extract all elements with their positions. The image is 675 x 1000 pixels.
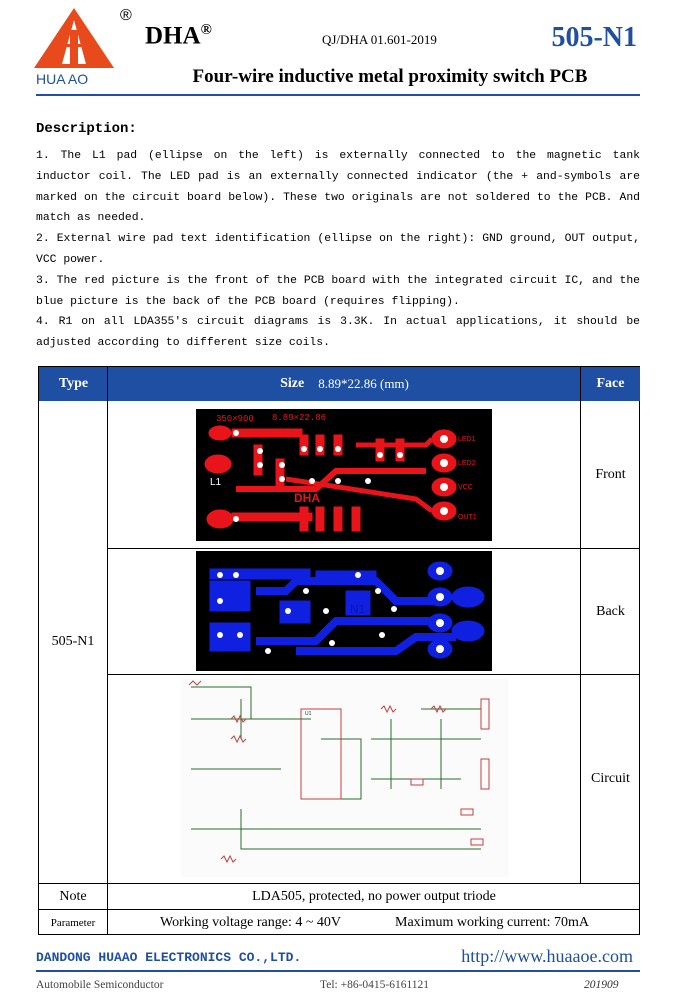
- pcb-back-image: [196, 551, 492, 671]
- svg-text:VCC: VCC: [458, 484, 473, 491]
- svg-text:U1: U1: [305, 711, 312, 717]
- face-front: Front: [595, 466, 626, 482]
- header-face: Face: [581, 367, 640, 401]
- company-logo: [30, 4, 134, 90]
- parameter-voltage: Working voltage range: 4 ~ 40V: [160, 914, 342, 930]
- logo-text: HUA AO: [36, 71, 89, 87]
- header-size-label: Size: [280, 376, 305, 391]
- svg-text:LED2: LED2: [458, 460, 476, 467]
- model-number: 505-N1: [551, 22, 637, 53]
- svg-text:N1: N1: [350, 602, 366, 616]
- svg-text:8.89×22.86: 8.89×22.86: [272, 413, 327, 423]
- page-title: Four-wire inductive metal proximity switch PCB: [192, 66, 588, 87]
- footer-category: Automobile Semiconductor: [36, 979, 164, 991]
- footer-date: 201909: [584, 979, 619, 991]
- pcb-front-image: [196, 409, 492, 541]
- header-type: Type: [39, 367, 108, 401]
- description-heading: Description:: [36, 121, 137, 137]
- brand-name: DHA®: [145, 22, 212, 50]
- svg-text:®: ®: [120, 7, 132, 24]
- description-item: 1. The L1 pad (ellipse on the left) is externally connected to the magnetic tank inductor coil. The LED pad is an externally connected indicator (the + and-symbols are marked on the circuit board below). These two originals are not soldered to the PCB. And match as needed.: [36, 150, 640, 225]
- svg-text:DHA: DHA: [294, 491, 320, 505]
- website-link[interactable]: http://www.huaaoe.com: [461, 946, 633, 966]
- svg-text:350×900: 350×900: [216, 414, 254, 424]
- parameter-current: Maximum working current: 70mA: [395, 914, 590, 930]
- circuit-diagram: [181, 679, 509, 877]
- header-divider: [36, 94, 640, 96]
- face-circuit: Circuit: [591, 771, 630, 786]
- type-cell: 505-N1: [51, 634, 95, 649]
- description-body: [36, 146, 640, 354]
- footer-divider: [36, 970, 640, 972]
- note-value: LDA505, protected, no power output triode: [252, 888, 496, 904]
- svg-text:LED1: LED1: [458, 436, 476, 443]
- company-name: DANDONG HUAAO ELECTRONICS CO.,LTD.: [36, 950, 302, 965]
- description-item: 2. External wire pad text identification (ellipse on the right): GND ground, OUT output, VCC power.: [36, 233, 640, 266]
- spec-table: [38, 366, 640, 935]
- parameter-value: [108, 910, 640, 935]
- description-item: 3. The red picture is the front of the PCB board with the integrated circuit IC, and the blue picture is the back of the PCB board (requires flipping).: [36, 274, 640, 308]
- header-size: [108, 367, 581, 401]
- svg-text:OUT1: OUT1: [458, 514, 477, 521]
- parameter-label: Parameter: [50, 916, 96, 929]
- footer-tel: Tel: +86-0415-6161121: [320, 979, 430, 991]
- face-back: Back: [596, 603, 625, 619]
- header-size-value: 8.89*22.86 (mm): [318, 376, 409, 391]
- note-label: Note: [59, 888, 87, 904]
- document-number: QJ/DHA 01.601-2019: [322, 32, 437, 47]
- description-item: 4. R1 on all LDA355's circuit diagrams is 3.3K. In actual applications, it should be adjusted according to different size coils.: [36, 316, 640, 350]
- svg-text:L1: L1: [210, 477, 222, 488]
